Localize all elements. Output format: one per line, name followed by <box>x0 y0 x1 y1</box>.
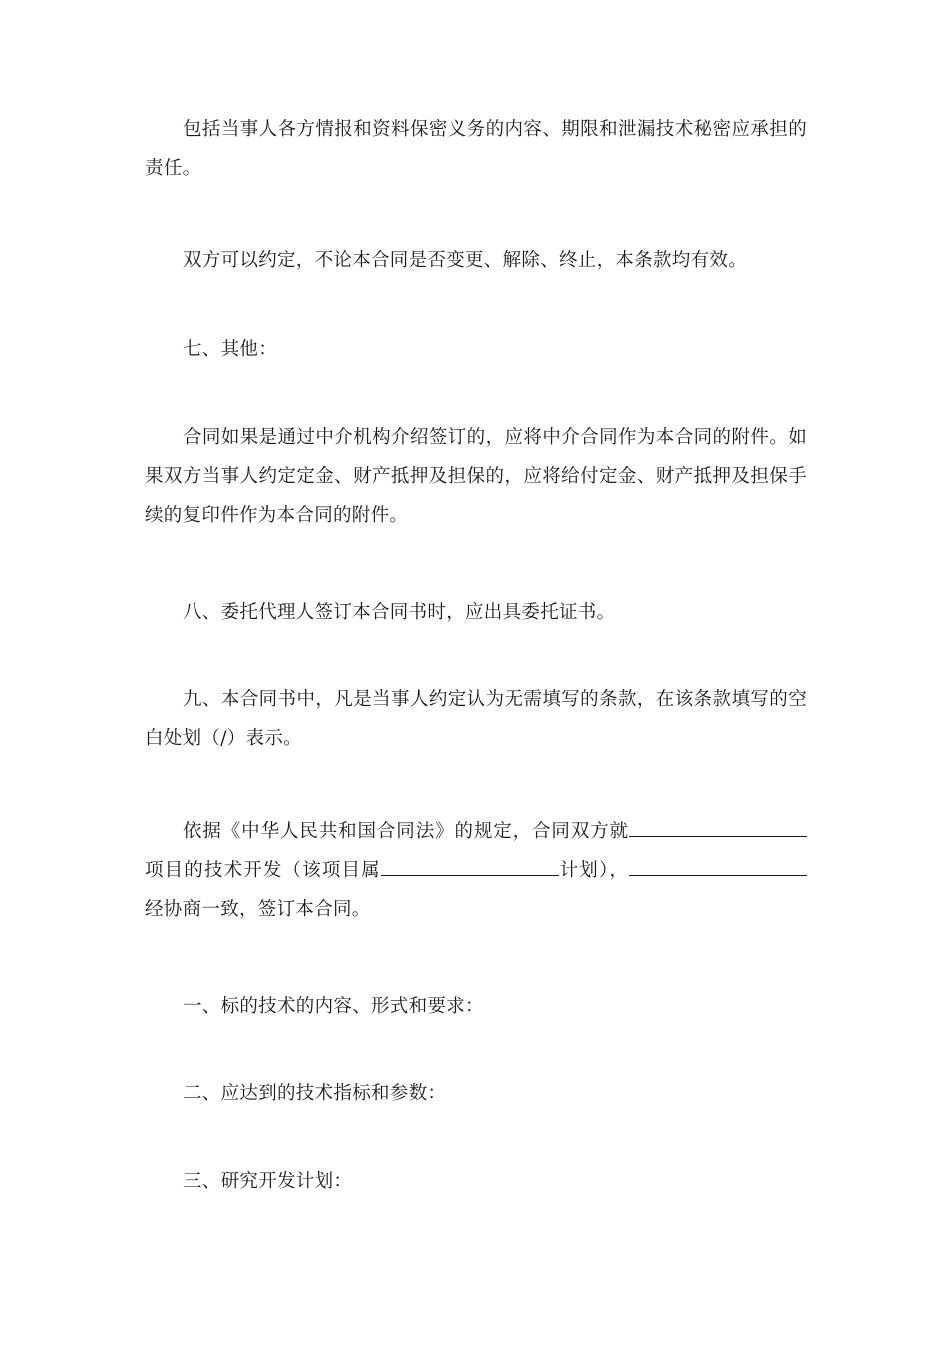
basis-text-4: 经协商一致，签订本合同。 <box>145 899 371 920</box>
project-name-blank[interactable] <box>629 816 807 837</box>
heading-technical-indicators: 二、应达到的技术指标和参数： <box>183 1083 447 1104</box>
plan-name-blank[interactable] <box>381 855 559 876</box>
paragraph-intermediary: 合同如果是通过中介机构介绍签订的，应将中介合同作为本合同的附件。如果双方当事人约定定金、财产抵押及担保的，应将给付定金、财产抵押及担保手续的复印件作为本合同的附件。 <box>145 427 807 526</box>
party-name-blank[interactable] <box>629 855 807 876</box>
heading-other: 七、其他： <box>183 339 278 360</box>
heading-technology-content: 一、标的技术的内容、形式和要求： <box>183 996 484 1017</box>
paragraph-validity: 双方可以约定，不论本合同是否变更、解除、终止，本条款均有效。 <box>183 250 748 271</box>
paragraph-confidentiality: 包括当事人各方情报和资料保密义务的内容、期限和泄漏技术秘密应承担的责任。 <box>145 119 807 179</box>
basis-text-1: 依据《中华人民共和国合同法》的规定，合同双方就 <box>183 821 629 842</box>
basis-text-3: 计划）， <box>558 860 629 881</box>
paragraph-contract-basis <box>145 812 807 929</box>
basis-text-2: 项目的技术开发（该项目属 <box>145 860 381 881</box>
paragraph-blank-fill: 九、本合同书中，凡是当事人约定认为无需填写的条款，在该条款填写的空白处划（/）表示。 <box>145 689 807 749</box>
paragraph-agent: 八、委托代理人签订本合同书时，应出具委托证书。 <box>183 602 616 623</box>
document-page <box>145 0 807 1346</box>
heading-rd-plan: 三、研究开发计划： <box>183 1171 353 1192</box>
